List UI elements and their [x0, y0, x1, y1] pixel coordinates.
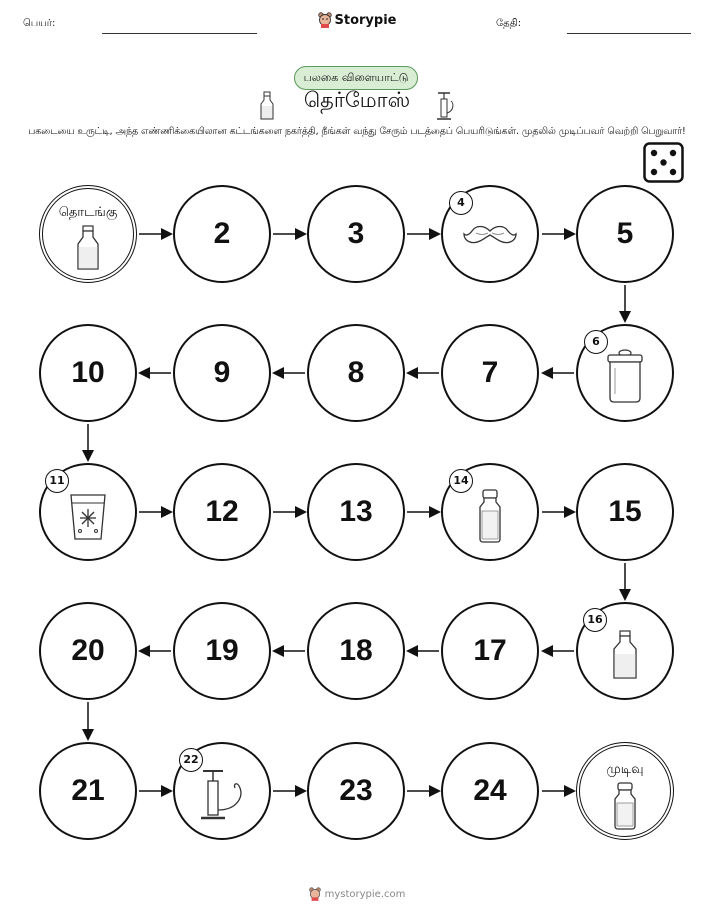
page-title: தெர்மோஸ் [303, 88, 411, 112]
footer [0, 887, 714, 904]
space-19[interactable] [173, 602, 271, 700]
vial-bottle-icon [477, 489, 503, 543]
space-3[interactable] [307, 185, 405, 283]
space-number: 20 [71, 634, 105, 667]
vial-bottle-icon [612, 782, 638, 830]
footer-url[interactable]: mystorypie.com [324, 888, 406, 900]
space-start[interactable] [39, 185, 137, 283]
date-label: தேதி: [496, 18, 522, 29]
space-number: 21 [71, 774, 105, 807]
space-24[interactable] [441, 742, 539, 840]
space-number: 8 [347, 356, 365, 389]
space-17[interactable] [441, 602, 539, 700]
space-23[interactable] [307, 742, 405, 840]
name-label: பெயர்: [23, 18, 56, 29]
space-12[interactable] [173, 463, 271, 561]
space-number: 15 [608, 495, 642, 528]
space-number: 9 [213, 356, 231, 389]
space-number: 5 [616, 217, 634, 250]
space-badge-14: 14 [449, 469, 473, 493]
space-number: 3 [347, 217, 365, 250]
space-21[interactable] [39, 742, 137, 840]
bear-logo-icon [309, 887, 321, 901]
space-badge-16: 16 [583, 608, 607, 632]
space-number: 23 [339, 774, 373, 807]
space-number: 2 [213, 217, 231, 250]
glass-jar-icon [604, 348, 646, 404]
space-number: 13 [339, 495, 373, 528]
space-5[interactable] [576, 185, 674, 283]
brand-name: Storypie [334, 12, 397, 28]
space-number: 17 [473, 634, 507, 667]
space-13[interactable] [307, 463, 405, 561]
space-18[interactable] [307, 602, 405, 700]
space-end[interactable] [576, 742, 674, 840]
mustache-icon [462, 223, 518, 249]
space-20[interactable] [39, 602, 137, 700]
space-number: 19 [205, 634, 239, 667]
space-number: 12 [205, 495, 239, 528]
space-8[interactable] [307, 324, 405, 422]
category-badge: பலகை விளையாட்டு [294, 66, 418, 90]
space-number: 18 [339, 634, 373, 667]
start-label: தொடங்கு [58, 205, 118, 220]
end-label: முடிவு [606, 762, 644, 777]
space-badge-22: 22 [179, 748, 203, 772]
space-number: 7 [481, 356, 499, 389]
space-number: 10 [71, 356, 105, 389]
milk-bottle-icon [611, 630, 639, 680]
space-7[interactable] [441, 324, 539, 422]
milk-bottle-icon [75, 225, 101, 271]
space-badge-6: 6 [584, 330, 608, 354]
space-2[interactable] [173, 185, 271, 283]
instructions: பகடையை உருட்டி, அந்த எண்ணிக்கையிலான கட்டங்களை நகர்த்தி, நீங்கள் வந்து சேரும் படத்தைப் பெயரிடுங்கள். முதலில் முடிப்பவர் வெற்றி பெறுவார்! [28, 126, 686, 137]
space-15[interactable] [576, 463, 674, 561]
space-badge-11: 11 [45, 469, 69, 493]
space-10[interactable] [39, 324, 137, 422]
ice-water-glass-icon [68, 493, 108, 541]
air-pump-icon [197, 768, 247, 822]
space-badge-4: 4 [449, 191, 473, 215]
space-number: 24 [473, 774, 507, 807]
space-9[interactable] [173, 324, 271, 422]
